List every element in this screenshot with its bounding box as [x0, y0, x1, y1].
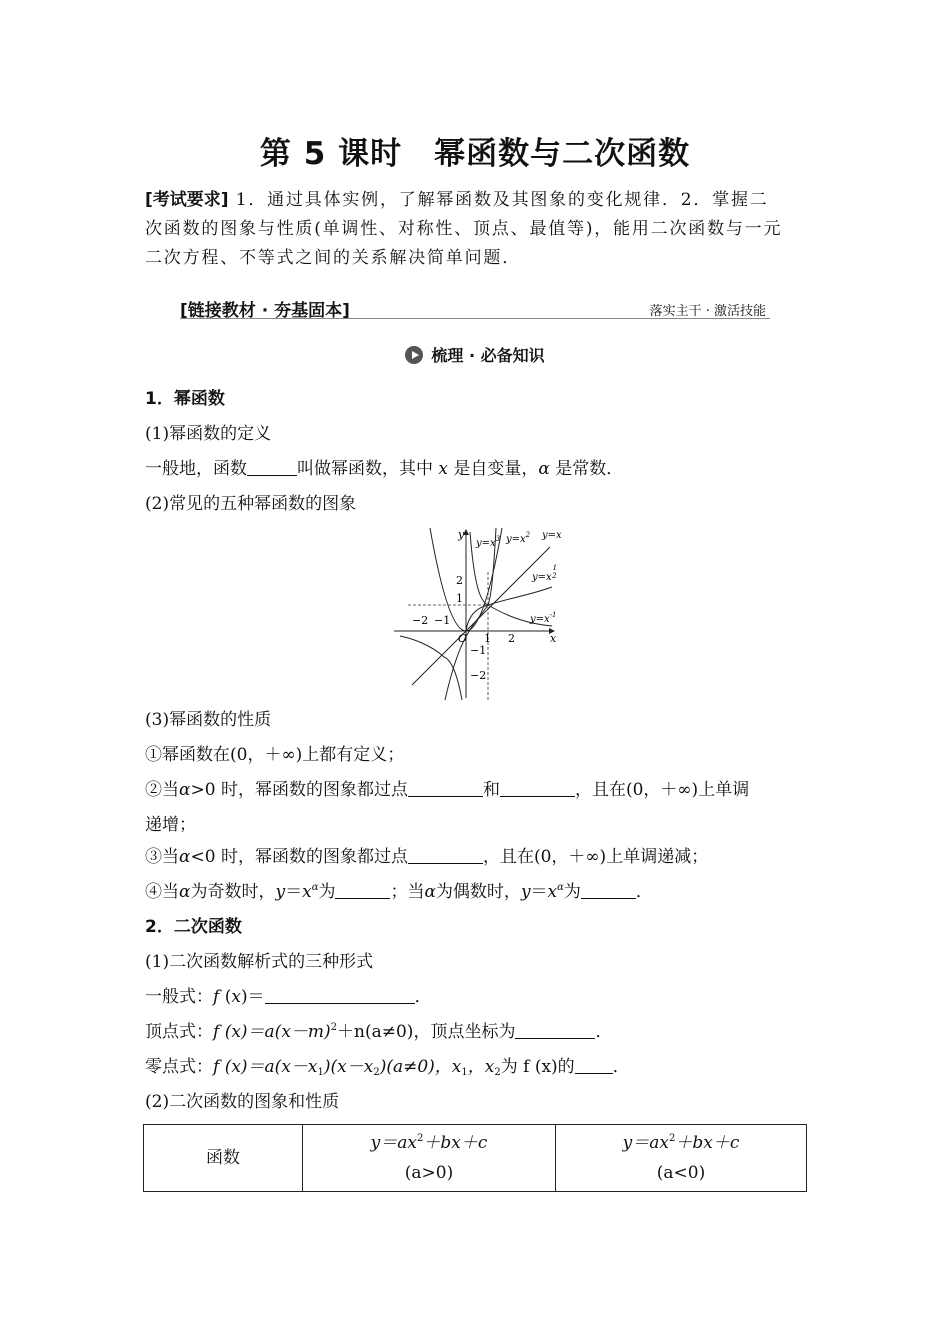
property-1: ①幂函数在(0，＋∞)上都有定义； [145, 745, 405, 765]
section-banner [180, 296, 770, 319]
power-function-graph [390, 524, 580, 702]
exam-requirements [145, 186, 807, 273]
text: ，且在(0，＋∞)上单调递减； [482, 847, 709, 867]
var-y: y [520, 882, 531, 902]
superscript-alpha: α [311, 882, 319, 893]
text: 为偶数时， [435, 882, 521, 902]
label-cube: $y=x^3$ [476, 535, 501, 549]
tick-y-neg2: −2 [470, 669, 487, 682]
graph-heading: (2)常见的五种幂函数的图象 [145, 494, 357, 514]
text: 是常数． [555, 459, 624, 479]
var-x: x [438, 459, 448, 479]
text: 和 [482, 780, 500, 800]
tick-x-neg2: −2 [412, 614, 429, 627]
text: 顶点式： [145, 1022, 213, 1042]
formula: )(x－x [323, 1057, 374, 1077]
play-icon [405, 346, 423, 364]
var-x: x [231, 987, 241, 1007]
banner-right-subtitle: 落实主干 · 激活技能 [649, 304, 766, 319]
property-3 [145, 845, 810, 869]
formula: )(a≠0)，x [379, 1057, 462, 1077]
fill-blank[interactable] [575, 1056, 613, 1074]
text: ． [595, 1022, 613, 1042]
vertex-form [145, 1020, 810, 1044]
text: ． [414, 987, 432, 1007]
properties-heading: (3)幂函数的性质 [145, 710, 272, 730]
quadratic-table [143, 1124, 807, 1192]
text: 为 f (x)的 [500, 1057, 575, 1077]
var-y: y [275, 882, 286, 902]
heading-power-function: 1．幂函数 [145, 389, 225, 409]
text: 一般地，函数 [145, 459, 247, 479]
subscript: 2 [494, 1067, 501, 1078]
text: ． [635, 882, 653, 902]
fill-blank[interactable] [408, 846, 483, 864]
forms-heading: (1)二次函数解析式的三种形式 [145, 952, 374, 972]
origin-label: O [458, 632, 468, 645]
section-heading-text: 梳理 · 必备知识 [431, 346, 545, 365]
superscript: 2 [668, 1133, 676, 1144]
var-alpha: α [179, 780, 191, 800]
graph-properties-heading: (2)二次函数的图象和性质 [145, 1092, 340, 1112]
condition: (a<0) [656, 1163, 706, 1183]
text: 为奇数时， [190, 882, 276, 902]
general-form [145, 985, 810, 1009]
text: 为 [563, 882, 581, 902]
property-4 [145, 880, 810, 904]
y-axis-label: y [458, 528, 465, 541]
subscript: 1 [317, 1067, 324, 1078]
text: ③当 [145, 847, 179, 867]
property-2-cont: 递增； [145, 815, 196, 835]
fill-blank[interactable] [408, 779, 483, 797]
definition-heading: (1)幂函数的定义 [145, 424, 272, 444]
tick-x-neg1: −1 [434, 614, 451, 627]
tick-x-2: 2 [508, 632, 515, 645]
superscript: 2 [330, 1022, 338, 1033]
text: 一般式： [145, 987, 213, 1007]
superscript-alpha: α [557, 882, 564, 893]
requirement-line-1: 1．通过具体实例，了解幂函数及其图象的变化规律．2．掌握二 [235, 190, 769, 210]
requirement-tag: [考试要求] [145, 190, 229, 210]
formula: f (x)＝a(x－m) [213, 1022, 331, 1042]
table-row [144, 1125, 807, 1192]
section-heading [0, 343, 950, 366]
label-square: $y=x^2$ [506, 531, 531, 545]
text: 是自变量， [453, 459, 539, 479]
fill-blank[interactable] [247, 458, 297, 476]
page-title: 第 5 课时 幂函数与二次函数 [259, 136, 691, 172]
fill-blank[interactable] [265, 986, 415, 1004]
subscript: 1 [461, 1067, 468, 1078]
label-linear: y=x [542, 530, 562, 541]
text: >0 时，幂函数的图象都过点 [190, 780, 408, 800]
text: ②当 [145, 780, 179, 800]
fill-blank[interactable] [581, 881, 636, 899]
table-cell-a-positive [303, 1125, 556, 1192]
text: 为 [318, 882, 336, 902]
fill-blank[interactable] [335, 881, 390, 899]
requirement-line-2: 次函数的图象与性质(单调性、对称性、顶点、最值等)，能用二次函数与一元 [145, 219, 783, 239]
superscript: 2 [416, 1133, 424, 1144]
text: ，且在(0，＋∞)上单调 [574, 780, 750, 800]
fill-blank[interactable] [515, 1021, 595, 1039]
property-2 [145, 778, 810, 802]
banner-left-title: [链接教材 · 夯基固本] [180, 301, 350, 321]
formula: f (x)＝a(x－x [213, 1057, 318, 1077]
var-alpha: α [424, 882, 436, 902]
var-alpha: α [179, 847, 191, 867]
formula: y＝ax [370, 1133, 417, 1153]
text: ④当 [145, 882, 179, 902]
text: ( [224, 987, 232, 1007]
tick-x-1: 1 [484, 632, 491, 645]
var-x: x [302, 882, 312, 902]
text: ＝ [530, 882, 548, 902]
formula: ＋bx＋c [423, 1133, 488, 1153]
tick-y-neg1: −1 [470, 644, 487, 657]
formula: y＝ax [622, 1133, 669, 1153]
table-cell-a-negative [556, 1125, 807, 1192]
text: <0 时，幂函数的图象都过点 [190, 847, 408, 867]
label-half: $y=x^1$ 2 [532, 564, 558, 583]
table-header-cell: 函数 [144, 1125, 303, 1192]
label-inverse: $y=x^{-1}$ [530, 611, 557, 625]
condition: (a>0) [404, 1163, 454, 1183]
zero-form [145, 1055, 810, 1079]
text: ． [612, 1057, 630, 1077]
requirement-line-3: 二次方程、不等式之间的关系解决简单问题． [145, 248, 521, 268]
formula: ，x [467, 1057, 495, 1077]
subscript: 2 [373, 1067, 380, 1078]
text: )＝ [240, 987, 265, 1007]
text: ；当 [390, 882, 425, 902]
tick-y-2: 2 [456, 574, 463, 587]
var-alpha: α [179, 882, 191, 902]
text: ＝ [285, 882, 303, 902]
curve-inverse-left [400, 636, 462, 700]
var-alpha: α [538, 459, 550, 479]
heading-quadratic: 2．二次函数 [145, 917, 242, 937]
text: 零点式： [145, 1057, 213, 1077]
text: 叫做幂函数，其中 [297, 459, 433, 479]
text: ＋n(a≠0)，顶点坐标为 [337, 1022, 516, 1042]
var-f: f [213, 987, 220, 1007]
var-x: x [547, 882, 558, 902]
definition-text [145, 457, 810, 481]
x-axis-label: x [550, 632, 557, 645]
fill-blank[interactable] [500, 779, 575, 797]
tick-y-1: 1 [456, 592, 463, 605]
formula: ＋bx＋c [675, 1133, 740, 1153]
